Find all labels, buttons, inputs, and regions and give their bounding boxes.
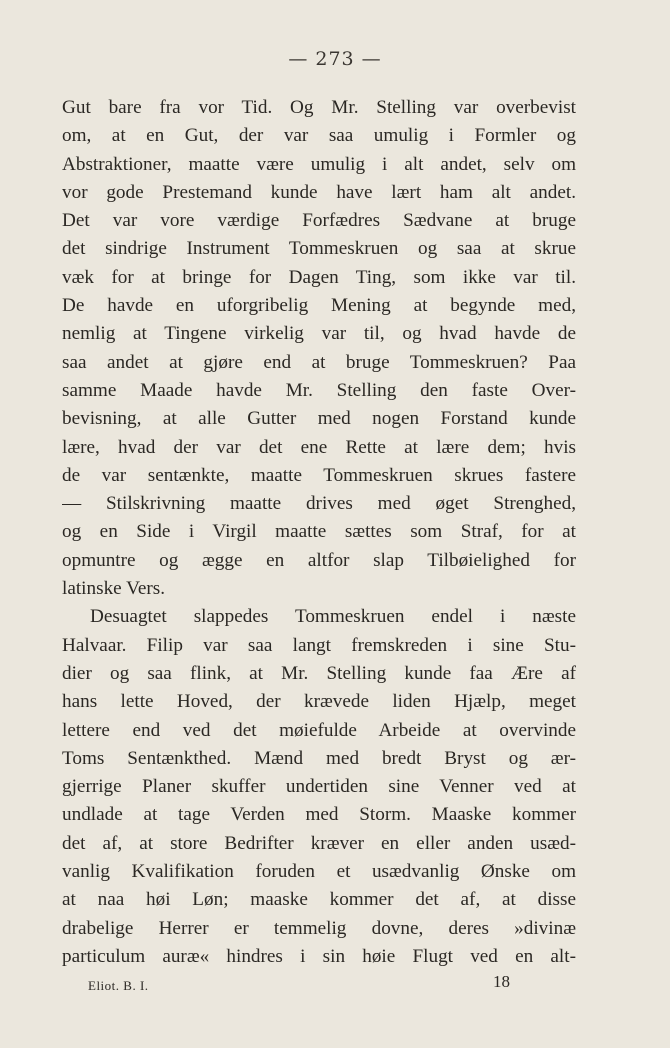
signature-number: 18 xyxy=(493,972,510,991)
text-line: drabelige Herrer er temmelig dovne, deres »divinæ xyxy=(62,917,576,939)
paragraph xyxy=(62,603,576,971)
text-line: at naa høi Løn; maaske kommer det af, at disse xyxy=(62,889,576,911)
text-line: Desuagtet slappedes Tommeskruen endel i næste xyxy=(90,606,576,628)
text-line: væk for at bringe for Dagen Ting, som ikke var til. xyxy=(62,266,576,288)
text-line: de var sentænkte, maatte Tommeskruen skrues fastere xyxy=(62,464,576,486)
body-text xyxy=(62,94,576,971)
text-line: lære, hvad der var det ene Rette at lære dem; hvis xyxy=(62,436,576,458)
text-line: Halvaar. Filip var saa langt fremskreden i sine Stu- xyxy=(62,634,576,656)
text-line: dier og saa flink, at Mr. Stelling kunde faa Ære af xyxy=(62,662,576,684)
text-line: De havde en uforgribelig Mening at begynde med, xyxy=(62,295,576,317)
text-line: om, at en Gut, der var saa umulig i Formler og xyxy=(62,125,576,147)
text-line: opmuntre og ægge en altfor slap Tilbøielighed for xyxy=(62,549,576,571)
text-line: bevisning, at alle Gutter med nogen Forstand kunde xyxy=(62,408,576,430)
text-line: det sindrige Instrument Tommeskruen og saa at skrue xyxy=(62,238,576,260)
text-line: — Stilskrivning maatte drives med øget Strenghed, xyxy=(62,493,576,515)
text-line: samme Maade havde Mr. Stelling den faste Over- xyxy=(62,379,576,401)
text-line: lettere end ved det møiefulde Arbeide at overvinde xyxy=(62,719,576,741)
text-line: vanlig Kvalifikation foruden et usædvanlig Ønske om xyxy=(62,861,576,883)
paragraph xyxy=(62,94,576,603)
text-line: particulum auræ« hindres i sin høie Flugt ved en alt- xyxy=(62,945,576,967)
text-line: Abstraktioner, maatte være umulig i alt andet, selv om xyxy=(62,153,576,175)
text-line: hans lette Hoved, der krævede liden Hjælp, meget xyxy=(62,691,576,713)
text-line: det af, at store Bedrifter kræver en eller anden usæd- xyxy=(62,832,576,854)
text-line: nemlig at Tingene virkelig var til, og hvad havde de xyxy=(62,323,576,345)
text-line: undlade at tage Verden med Storm. Maaske kommer xyxy=(62,804,576,826)
footer-signature: Eliot. B. I. xyxy=(88,978,149,993)
text-line: Gut bare fra vor Tid. Og Mr. Stelling var overbevist xyxy=(62,97,576,118)
text-line: gjerrige Planer skuffer undertiden sine Venner ved at xyxy=(62,776,576,798)
text-line: latinske Vers. xyxy=(62,578,166,600)
page-number: — 273 — xyxy=(288,48,382,70)
text-line: Toms Sentænkthed. Mænd med bredt Bryst og ær- xyxy=(62,747,576,769)
text-line: og en Side i Virgil maatte sættes som Straf, for at xyxy=(62,521,576,543)
text-line: vor gode Prestemand kunde have lært ham alt andet. xyxy=(62,181,576,203)
text-line: saa andet at gjøre end at bruge Tommeskruen? Paa xyxy=(62,351,576,373)
text-line: Det var vore værdige Forfædres Sædvane at bruge xyxy=(62,210,576,232)
